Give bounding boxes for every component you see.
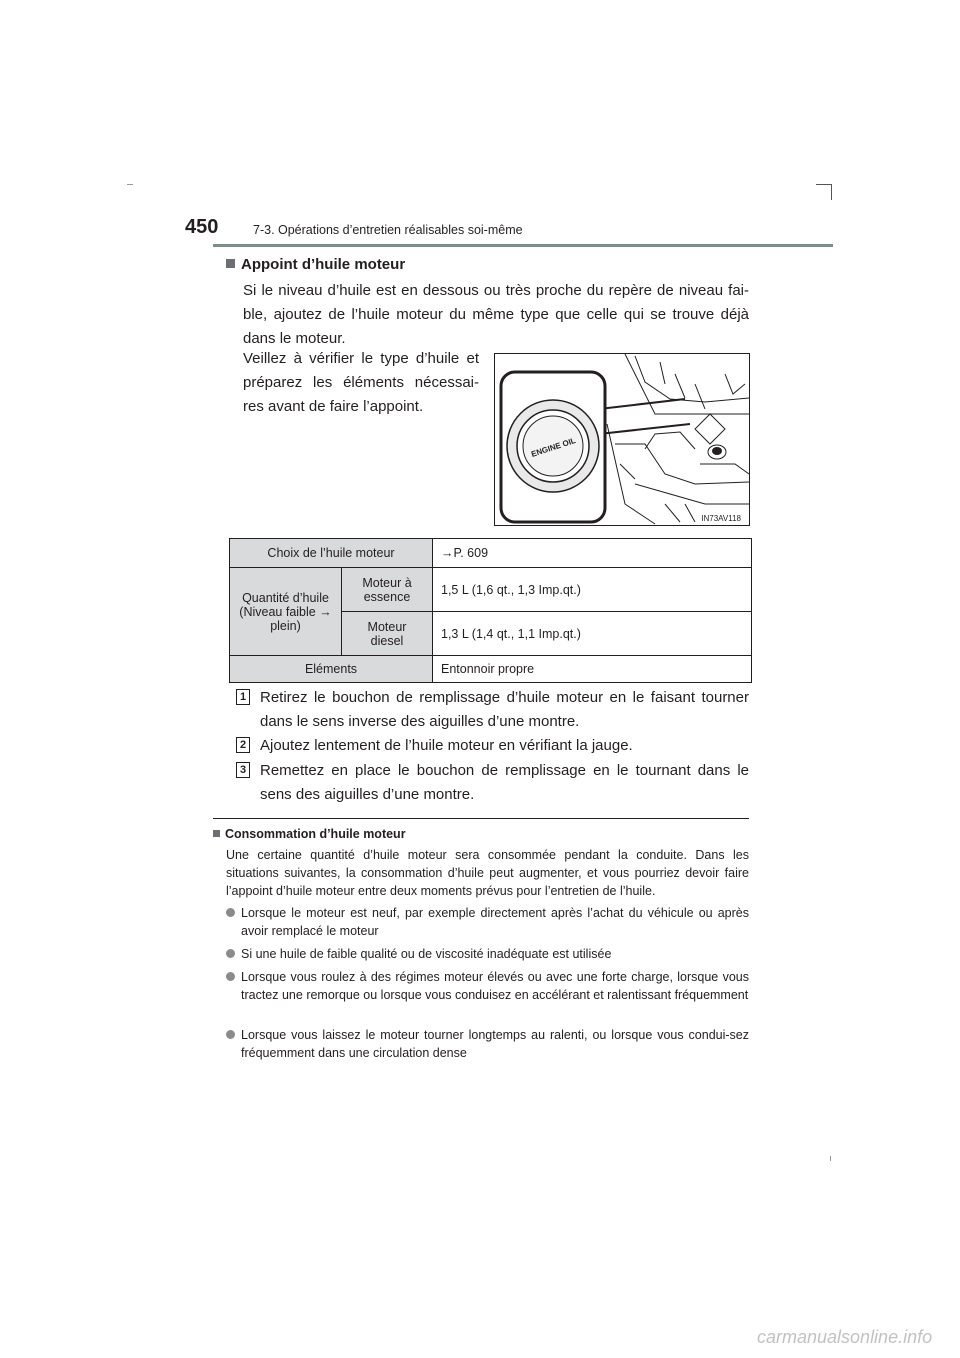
items-value: Entonnoir propre	[433, 656, 752, 683]
section-title: 7-3. Opérations d’entretien réalisables soi-même	[253, 223, 523, 237]
illustration-code: IN73AV118	[701, 514, 741, 523]
table-row	[230, 656, 752, 683]
bullet-text: Lorsque le moteur est neuf, par exemple directement après l’achat du véhicule ou après avoir remplacé le moteur	[241, 906, 749, 938]
crop-mark-top-left	[127, 184, 133, 185]
oil-spec-table	[229, 538, 752, 683]
list-item	[226, 968, 749, 1004]
square-bullet-icon	[213, 830, 220, 837]
step-3-text: Remettez en place le bouchon de remplissage en le tournant dans le sens des aiguilles d’une montre.	[260, 762, 749, 803]
bullet-text: Lorsque vous laissez le moteur tourner longtemps au ralenti, ou lorsque vous condui-sez fréquemment dans une circulation dense	[241, 1028, 749, 1060]
petrol-engine-value: 1,5 L (1,6 qt., 1,3 Imp.qt.)	[433, 568, 752, 612]
appoint-side-paragraph: Veillez à vérifier le type d’huile et préparez les éléments nécessai-res avant de faire l’appoint.	[243, 350, 479, 415]
oil-choice-link[interactable]: →P. 609	[433, 539, 752, 568]
diesel-engine-value: 1,3 L (1,4 qt., 1,1 Imp.qt.)	[433, 612, 752, 656]
header-rule	[213, 244, 833, 247]
oil-choice-label: Choix de l’huile moteur	[230, 539, 433, 568]
list-item	[226, 945, 749, 963]
bullet-dot-icon	[226, 908, 235, 917]
step-2-text: Ajoutez lentement de l’huile moteur en vérifiant la jauge.	[260, 737, 633, 754]
oil-quantity-label: Quantité d’huile (Niveau faible → plein)	[230, 568, 342, 656]
consumption-heading	[213, 826, 406, 842]
petrol-engine-label: Moteur à essence	[342, 568, 433, 612]
section-divider	[213, 818, 749, 819]
bullet-text: Si une huile de faible qualité ou de viscosité inadéquate est utilisée	[241, 947, 612, 961]
consumption-heading-text: Consommation d’huile moteur	[225, 827, 406, 841]
cap-label: ENGINE OIL	[530, 436, 577, 459]
watermark[interactable]: carmanualsonline.info	[757, 1327, 933, 1347]
list-item	[226, 1026, 749, 1062]
square-bullet-icon	[226, 259, 235, 268]
appoint-paragraph: Si le niveau d’huile est en dessous ou très proche du repère de niveau fai-ble, ajoutez de l’huile moteur du même type que celle qui se trouve déjà dans le moteur.	[243, 282, 749, 347]
step-1-text: Retirez le bouchon de remplissage d’huile moteur en le faisant tourner dans le sens inverse des aiguilles d’une montre.	[260, 689, 749, 730]
crop-mark-top-right	[816, 184, 832, 185]
list-item	[226, 904, 749, 940]
page-number: 450	[185, 216, 219, 238]
engine-bay-drawing	[495, 354, 749, 525]
bullet-dot-icon	[226, 972, 235, 981]
step-number-2: 2	[236, 737, 250, 753]
crop-mark-top-right-vertical	[831, 184, 832, 200]
appoint-heading-text: Appoint d’huile moteur	[241, 256, 406, 273]
table-row	[230, 539, 752, 568]
items-label: Eléments	[230, 656, 433, 683]
crop-mark-bottom-right	[830, 1156, 831, 1161]
bullet-dot-icon	[226, 949, 235, 958]
bullet-text: Lorsque vous roulez à des régimes moteur élevés ou avec une forte charge, lorsque vous tractez une remorque ou lorsque vous conduisez en accélérant et ralentissant fréquemment	[241, 970, 749, 1002]
table-row	[230, 568, 752, 612]
bullet-dot-icon	[226, 1030, 235, 1039]
appoint-heading	[226, 255, 405, 275]
step-number-1: 1	[236, 689, 250, 705]
step-number-3: 3	[236, 762, 250, 778]
diesel-engine-label: Moteur diesel	[342, 612, 433, 656]
consumption-paragraph: Une certaine quantité d’huile moteur sera consommée pendant la conduite. Dans les situations suivantes, la consommation d’huile peut augmenter, et vous pourriez devoir faire l’appoint d’huile moteur entre deux moments prévus pour l’entretien de l’huile.	[226, 848, 749, 898]
engine-oil-cap-illustration	[494, 353, 750, 526]
